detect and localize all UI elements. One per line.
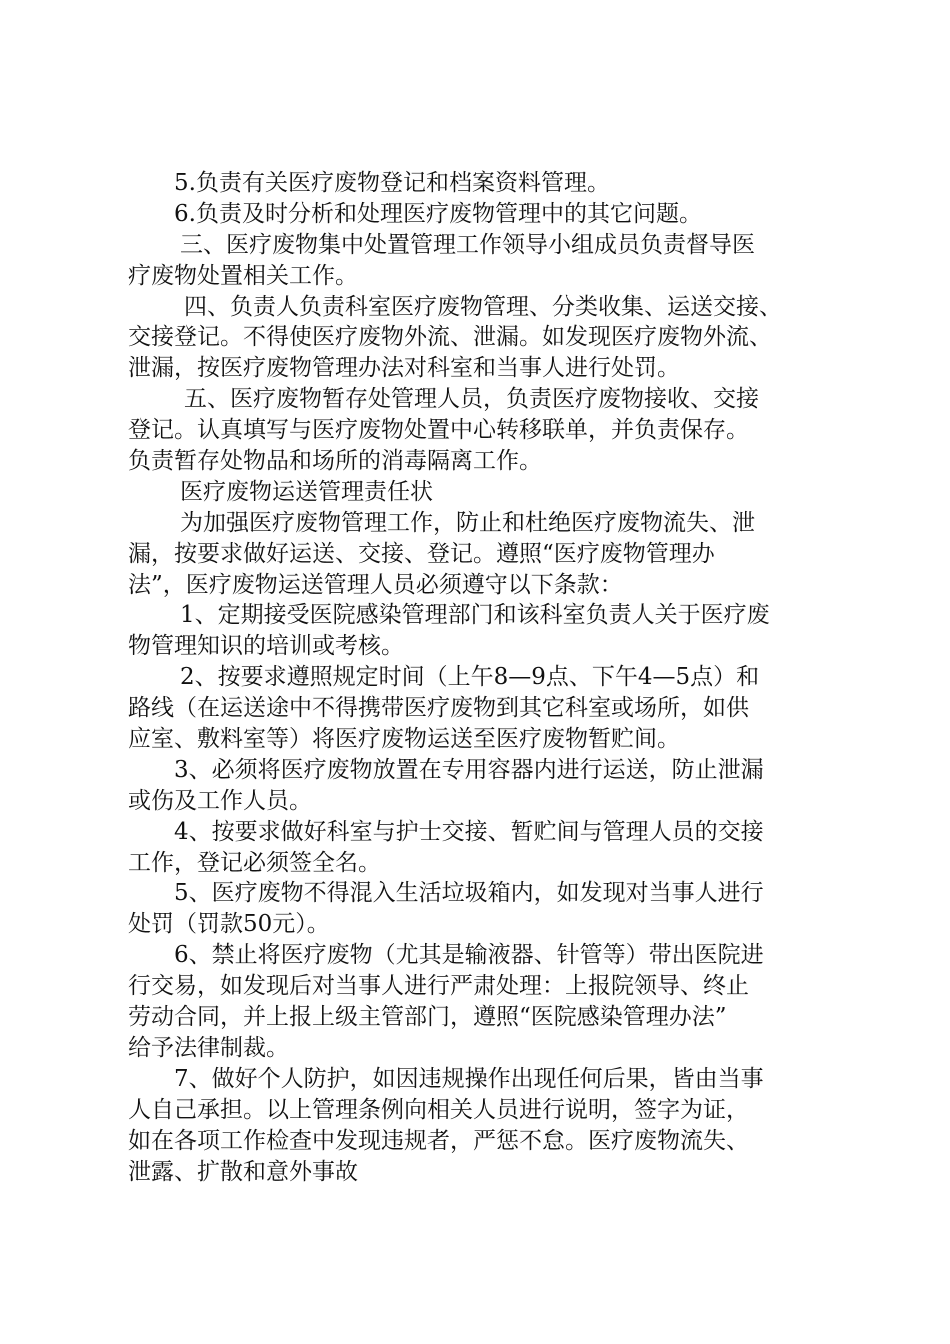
clause-line: 3、必须将医疗废物放置在专用容器内进行运送，防止泄漏 [174,756,764,783]
section-heading-line: 五、医疗废物暂存处管理人员，负责医疗废物接收、交接 [184,386,759,413]
clause-line: 5、医疗废物不得混入生活垃圾箱内，如发现对当事人进行 [174,880,764,907]
text-line: 为加强医疗废物管理工作，防止和杜绝医疗废物流失、泄 [180,509,755,536]
text-line: 工作，登记必须签全名。 [128,849,381,876]
text-line: 登记。认真填写与医疗废物处置中心转移联单，并负责保存。 [128,417,749,444]
text-line: 5.负责有关医疗废物登记和档案资料管理。 [174,170,610,196]
section-heading-line: 四、负责人负责科室医疗废物管理、分类收集、运送交接、 [184,293,782,320]
text-line: 泄露、扩散和意外事故 [128,1158,358,1185]
text-line: 疗废物处置相关工作。 [128,262,358,289]
text-line: 6.负责及时分析和处理医疗废物管理中的其它问题。 [174,200,702,227]
text-line: 人自己承担。以上管理条例向相关人员进行说明，签字为证， [128,1096,749,1123]
text-line: 路线（在运送途中不得携带医疗废物到其它科室或场所，如供 [128,695,749,722]
text-line: 给予法律制裁。 [128,1034,289,1061]
text-line: 漏，按要求做好运送、交接、登记。遵照“医疗废物管理办 [128,540,715,567]
text-line: 劳动合同，并上报上级主管部门，遵照“医院感染管理办法” [128,1004,727,1031]
document-body [128,168,830,1187]
text-line: 负责暂存处物品和场所的消毒隔离工作。 [128,448,542,475]
text-line: 泄漏，按医疗废物管理办法对科室和当事人进行处罚。 [128,355,680,382]
document-title: 医疗废物运送管理责任状 [180,478,433,505]
text-line: 或伤及工作人员。 [128,787,312,814]
text-line: 应室、敷料室等）将医疗废物运送至医疗废物暂贮间。 [128,726,680,753]
text-line: 法”，医疗废物运送管理人员必须遵守以下条款： [128,571,623,598]
text-line: 处罚（罚款50元）。 [128,911,330,938]
clause-line: 7、做好个人防护，如因违规操作出现任何后果，皆由当事 [174,1065,764,1092]
clause-line: 6、禁止将医疗废物（尤其是输液器、针管等）带出医院进 [174,942,764,969]
clause-line: 2、按要求遵照规定时间（上午8—9点、下午4—5点）和 [180,664,760,691]
text-line: 交接登记。不得使医疗废物外流、泄漏。如发现医疗废物外流、 [128,324,772,351]
text-line: 物管理知识的培训或考核。 [128,633,404,660]
clause-line: 4、按要求做好科室与护士交接、暂贮间与管理人员的交接 [174,818,764,845]
text-line: 如在各项工作检查中发现违规者，严惩不怠。医疗废物流失、 [128,1127,749,1154]
clause-line: 1、定期接受医院感染管理部门和该科室负责人关于医疗废 [180,602,770,629]
section-heading-line: 三、医疗废物集中处置管理工作领导小组成员负责督导医 [180,231,755,258]
text-line: 行交易，如发现后对当事人进行严肃处理：上报院领导、终止 [128,973,749,1000]
